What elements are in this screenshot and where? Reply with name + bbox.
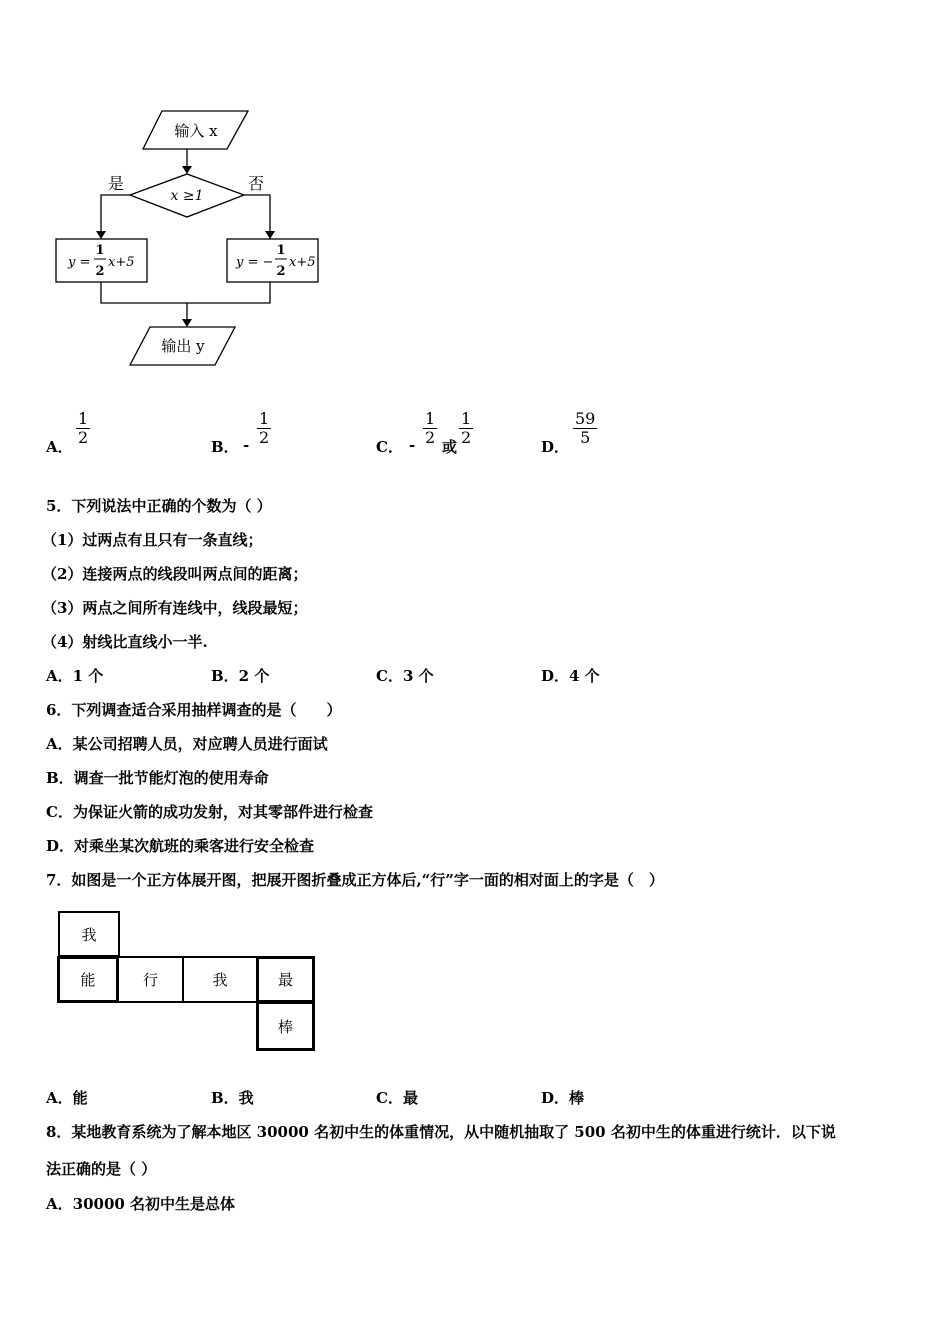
q5-option-b: B．2 个 bbox=[211, 667, 270, 685]
cube-net-cell-bottom: 棒 bbox=[256, 1001, 315, 1051]
q6-option-d: D．对乘坐某次航班的乘客进行安全检查 bbox=[46, 837, 315, 855]
left-formula-frac-num: 1 bbox=[95, 243, 105, 258]
q4-option-c-fraction-1 bbox=[423, 410, 437, 447]
q4-option-a-fraction bbox=[76, 410, 90, 447]
q6-option-b: B．调查一批节能灯泡的使用寿命 bbox=[46, 769, 269, 787]
q4-option-d-label: D． bbox=[541, 438, 570, 456]
q5-item-1: （1）过两点有且只有一条直线； bbox=[42, 531, 263, 549]
q7-option-d: D．棒 bbox=[541, 1089, 585, 1107]
right-formula-frac-den: 2 bbox=[276, 264, 286, 279]
arrow-head-icon bbox=[265, 231, 275, 239]
q5-item-3: （3）两点之间所有连线中，线段最短； bbox=[42, 599, 308, 617]
q8-stem-line-1: 8．某地教育系统为了解本地区 30000 名初中生的体重情况，从中随机抽取了 500 名初中生的体重进行统计．以下说 bbox=[46, 1123, 836, 1141]
q4-option-c-or: 或 bbox=[442, 438, 458, 456]
q4-option-c-fraction-2 bbox=[459, 410, 473, 447]
right-formula-frac-num: 1 bbox=[276, 243, 286, 258]
q7-stem: 7．如图是一个正方体展开图，把展开图折叠成正方体后,“行”字一面的相对面上的字是（ ） bbox=[46, 871, 664, 889]
cube-net-cell-top: 我 bbox=[58, 911, 120, 957]
q5-item-2: （2）连接两点的线段叫两点间的距离； bbox=[42, 565, 308, 583]
q4-option-b-label: B． bbox=[211, 438, 239, 456]
fraction-denominator: 5 bbox=[580, 428, 591, 447]
flowchart-output-text: 输出 y bbox=[161, 337, 205, 355]
fraction-denominator: 2 bbox=[78, 428, 89, 447]
arrow-head-icon bbox=[182, 319, 192, 327]
arrow-head-icon bbox=[96, 231, 106, 239]
left-formula-frac-den: 2 bbox=[95, 264, 105, 279]
fraction-numerator: 59 bbox=[575, 409, 596, 428]
q5-item-4: （4）射线比直线小一半. bbox=[42, 633, 208, 651]
q5-option-a: A．1 个 bbox=[46, 667, 104, 685]
q8-option-a: A．30000 名初中生是总体 bbox=[46, 1195, 236, 1213]
q7-option-b: B．我 bbox=[211, 1089, 254, 1107]
fraction-numerator: 1 bbox=[461, 409, 472, 428]
flowchart-yes-label: 是 bbox=[108, 174, 125, 193]
fraction-denominator: 2 bbox=[425, 428, 436, 447]
right-formula-prefix: y = − bbox=[236, 255, 274, 270]
q7-option-c: C．最 bbox=[376, 1089, 418, 1107]
q6-stem: 6．下列调查适合采用抽样调查的是（ ） bbox=[46, 701, 342, 719]
fraction-numerator: 1 bbox=[425, 409, 436, 428]
flowchart-no-label: 否 bbox=[248, 174, 265, 193]
cube-net-cell-row-2: 行 bbox=[117, 956, 184, 1003]
fraction-numerator: 1 bbox=[78, 409, 89, 428]
fraction-denominator: 2 bbox=[461, 428, 472, 447]
q7-option-a: A．能 bbox=[46, 1089, 88, 1107]
cube-net-cell-row-4: 最 bbox=[256, 956, 315, 1003]
q8-stem-line-2: 法正确的是（ ） bbox=[46, 1160, 157, 1178]
right-formula-suffix: x+5 bbox=[289, 255, 316, 270]
q6-option-c: C．为保证火箭的成功发射，对其零部件进行检查 bbox=[46, 803, 373, 821]
q4-option-c-sign: - bbox=[409, 436, 416, 454]
flowchart-condition-text: x ≥1 bbox=[170, 188, 204, 204]
q4-option-b-fraction bbox=[257, 410, 271, 447]
arrow-head-icon bbox=[182, 166, 192, 174]
left-formula-prefix: y = bbox=[68, 255, 91, 270]
fraction-numerator: 1 bbox=[259, 409, 270, 428]
fraction-denominator: 2 bbox=[259, 428, 270, 447]
flowchart-input-text: 输入 x bbox=[174, 122, 218, 140]
left-formula-suffix: x+5 bbox=[108, 255, 135, 270]
q4-option-c-label: C． bbox=[376, 438, 403, 456]
cube-net-cell-row-3: 我 bbox=[182, 956, 258, 1003]
q4-option-d-fraction bbox=[573, 410, 597, 447]
q4-option-a-label: A． bbox=[46, 438, 73, 456]
flowchart bbox=[0, 0, 360, 380]
cube-net-cell-row-1: 能 bbox=[57, 956, 119, 1003]
q4-option-b-sign: - bbox=[243, 436, 250, 454]
q5-stem: 5．下列说法中正确的个数为（ ） bbox=[46, 497, 272, 515]
q5-option-d: D．4 个 bbox=[541, 667, 600, 685]
q5-option-c: C．3 个 bbox=[376, 667, 434, 685]
q6-option-a: A．某公司招聘人员，对应聘人员进行面试 bbox=[46, 735, 328, 753]
